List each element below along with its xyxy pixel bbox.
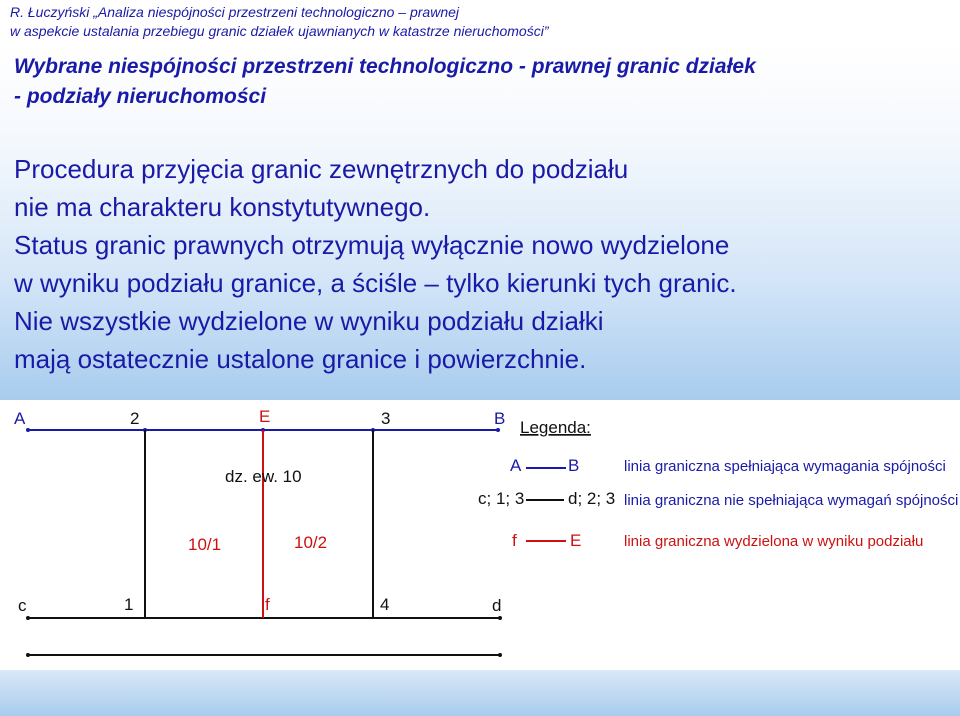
point-label-a: A bbox=[14, 409, 26, 428]
body-text bbox=[14, 150, 954, 378]
point-marker-d bbox=[498, 616, 502, 620]
legend-item-1-description: linia graniczna spełniająca wymagania spójności bbox=[624, 458, 946, 475]
legend-item-2-start: c; 1; 3 bbox=[478, 489, 525, 508]
legend-item-3-start: f bbox=[512, 531, 517, 550]
sub-parcel-label-1: 10/1 bbox=[188, 535, 222, 554]
point-marker-a bbox=[26, 428, 30, 432]
point-label-f: f bbox=[265, 595, 270, 614]
title-line-1: Wybrane niespójności przestrzeni technologiczno - prawnej granic działek bbox=[14, 55, 756, 78]
sub-parcel-label-2: 10/2 bbox=[294, 533, 328, 552]
body-line-2: nie ma charakteru konstytutywnego. bbox=[14, 192, 431, 222]
point-marker-c-ref bbox=[26, 653, 30, 657]
parcel-division-diagram bbox=[0, 400, 960, 670]
legend-item-3-end: E bbox=[570, 531, 582, 550]
point-label-2: 2 bbox=[130, 409, 140, 428]
point-label-c: c bbox=[18, 596, 27, 615]
body-line-5: Nie wszystkie wydzielone w wyniku podziału działki bbox=[14, 306, 604, 336]
legend-item-1-start: A bbox=[510, 456, 522, 475]
body-line-6: mają ostatecznie ustalone granice i powierzchnie. bbox=[14, 344, 587, 374]
point-label-d: d bbox=[492, 596, 502, 615]
legend-title: Legenda: bbox=[520, 418, 591, 437]
legend-item-1-end: B bbox=[568, 456, 580, 475]
body-line-4: w wyniku podziału granice, a ściśle – tylko kierunki tych granic. bbox=[14, 268, 737, 298]
body-line-1: Procedura przyjęcia granic zewnętrznych do podziału bbox=[14, 154, 629, 184]
legend-item-2-description: linia graniczna nie spełniająca wymagań spójności bbox=[624, 492, 959, 509]
point-label-4: 4 bbox=[380, 595, 390, 614]
point-marker-b bbox=[496, 428, 500, 432]
point-label-1: 1 bbox=[124, 595, 134, 614]
header-line-1: R. Łuczyński „Analiza niespójności przestrzeni technologiczno – prawnej bbox=[10, 4, 460, 20]
point-label-e: E bbox=[259, 407, 271, 426]
legend-item-2-end: d; 2; 3 bbox=[568, 489, 616, 508]
slide-title bbox=[14, 52, 944, 112]
point-marker-c bbox=[26, 616, 30, 620]
parcel-label: dz. ew. 10 bbox=[225, 467, 302, 486]
slide-header bbox=[0, 0, 960, 44]
legend-item-3-description: linia graniczna wydzielona w wyniku podziału bbox=[624, 533, 924, 550]
header-line-2: w aspekcie ustalania przebiegu granic działek ujawnianych w katastrze nieruchomości” bbox=[10, 23, 549, 39]
point-label-3: 3 bbox=[381, 409, 391, 428]
title-line-2: - podziały nieruchomości bbox=[14, 85, 267, 108]
point-marker-d-ref bbox=[498, 653, 502, 657]
body-line-3: Status granic prawnych otrzymują wyłącznie nowo wydzielone bbox=[14, 230, 730, 260]
point-label-b: B bbox=[494, 409, 506, 428]
footer-band bbox=[0, 670, 960, 716]
